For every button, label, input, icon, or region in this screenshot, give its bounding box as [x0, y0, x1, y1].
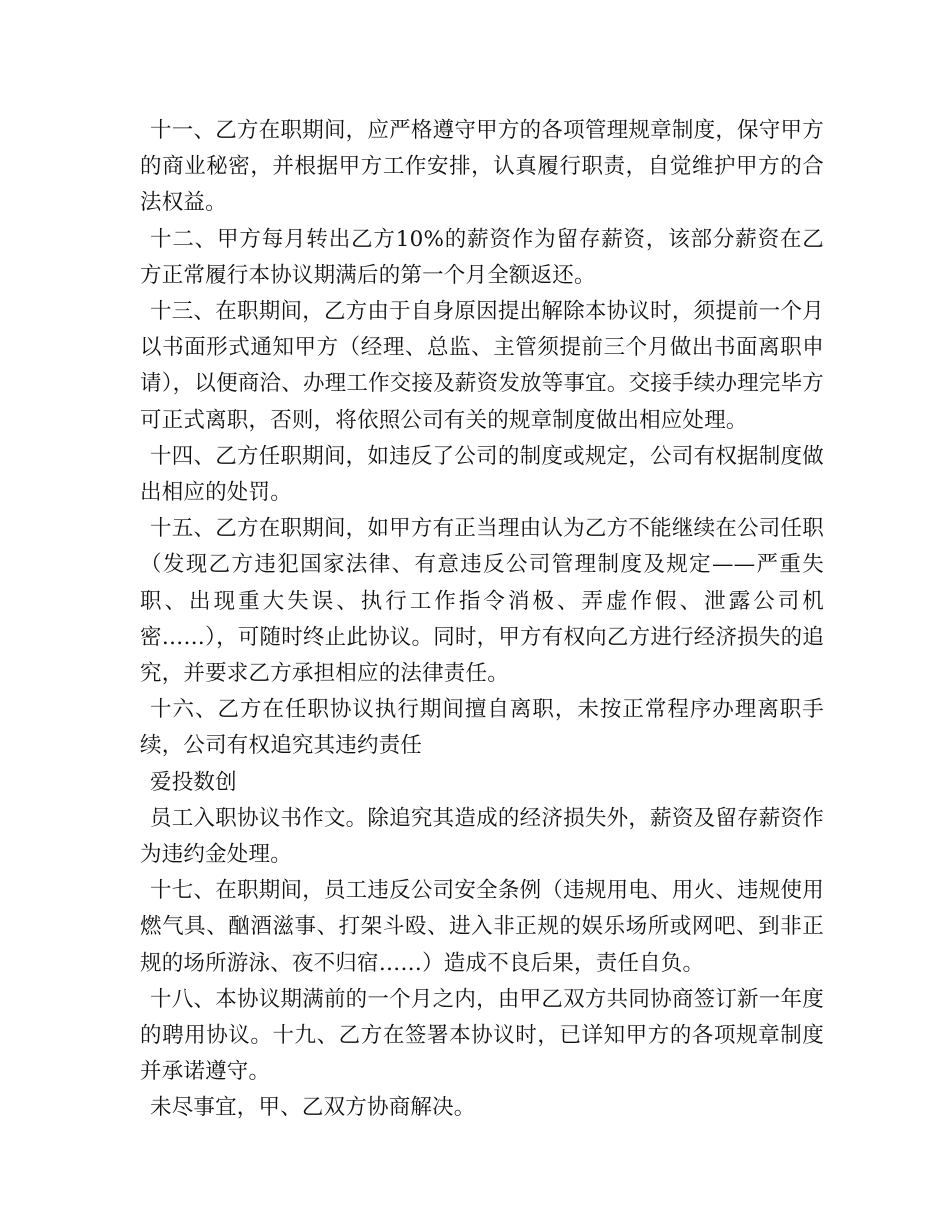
clause-11-paragraph: 十一、乙方在职期间，应严格遵守甲方的各项管理规章制度，保守甲方的商业秘密，并根据甲方工作安排，认真履行职责，自觉维护甲方的合法权益。: [140, 118, 824, 216]
clause-12-paragraph: 十二、甲方每月转出乙方10%的薪资作为留存薪资，该部分薪资在乙方正常履行本协议期满后的第一个月全额返还。: [140, 226, 824, 288]
clause-15-paragraph: 十五、乙方在职期间，如甲方有正当理由认为乙方不能继续在公司任职（发现乙方违犯国家法律、有意违反公司管理制度及规定——严重失职、出现重大失误、执行工作指令消极、弄虚作假、泄露公司机密……），可随时终止此协议。同时，甲方有权向乙方进行经济损失的追究，并要求乙方承担相应的法律责任。: [140, 516, 824, 687]
inserted-text-line: 爱投数创: [150, 769, 237, 795]
clause-14-paragraph: 十四、乙方任职期间，如违反了公司的制度或规定，公司有权据制度做出相应的处罚。: [140, 443, 824, 506]
clause-16-paragraph: 十六、乙方在任职协议执行期间擅自离职，未按正常程序办理离职手续，公司有权追究其违约责任: [140, 697, 824, 759]
clause-16-continuation-paragraph: 员工入职协议书作文。除追究其造成的经济损失外，薪资及留存薪资作为违约金处理。: [140, 805, 824, 868]
clause-17-paragraph: 十七、在职期间，员工违反公司安全条例（违规用电、用火、违规使用燃气具、酗酒滋事、打架斗殴、进入非正规的娱乐场所或网吧、到非正规的场所游泳、夜不归宿……）造成不良后果，责任自负。: [140, 878, 824, 976]
clause-13-paragraph: 十三、在职期间，乙方由于自身原因提出解除本协议时，须提前一个月以书面形式通知甲方（经理、总监、主管须提前三个月做出书面离职申请），以便商洽、办理工作交接及薪资发放等事宜。交接手续办理完毕方可正式离职，否则，将依照公司有关的规章制度做出相应处理。: [140, 299, 824, 433]
document-body: [140, 113, 824, 1127]
clause-18-19-paragraph: 十八、本协议期满前的一个月之内，由甲乙双方共同协商签订新一年度的聘用协议。十九、乙方在签署本协议时，已详知甲方的各项规章制度并承诺遵守。: [140, 986, 824, 1085]
closing-paragraph: 未尽事宜，甲、乙双方协商解决。: [150, 1095, 476, 1121]
